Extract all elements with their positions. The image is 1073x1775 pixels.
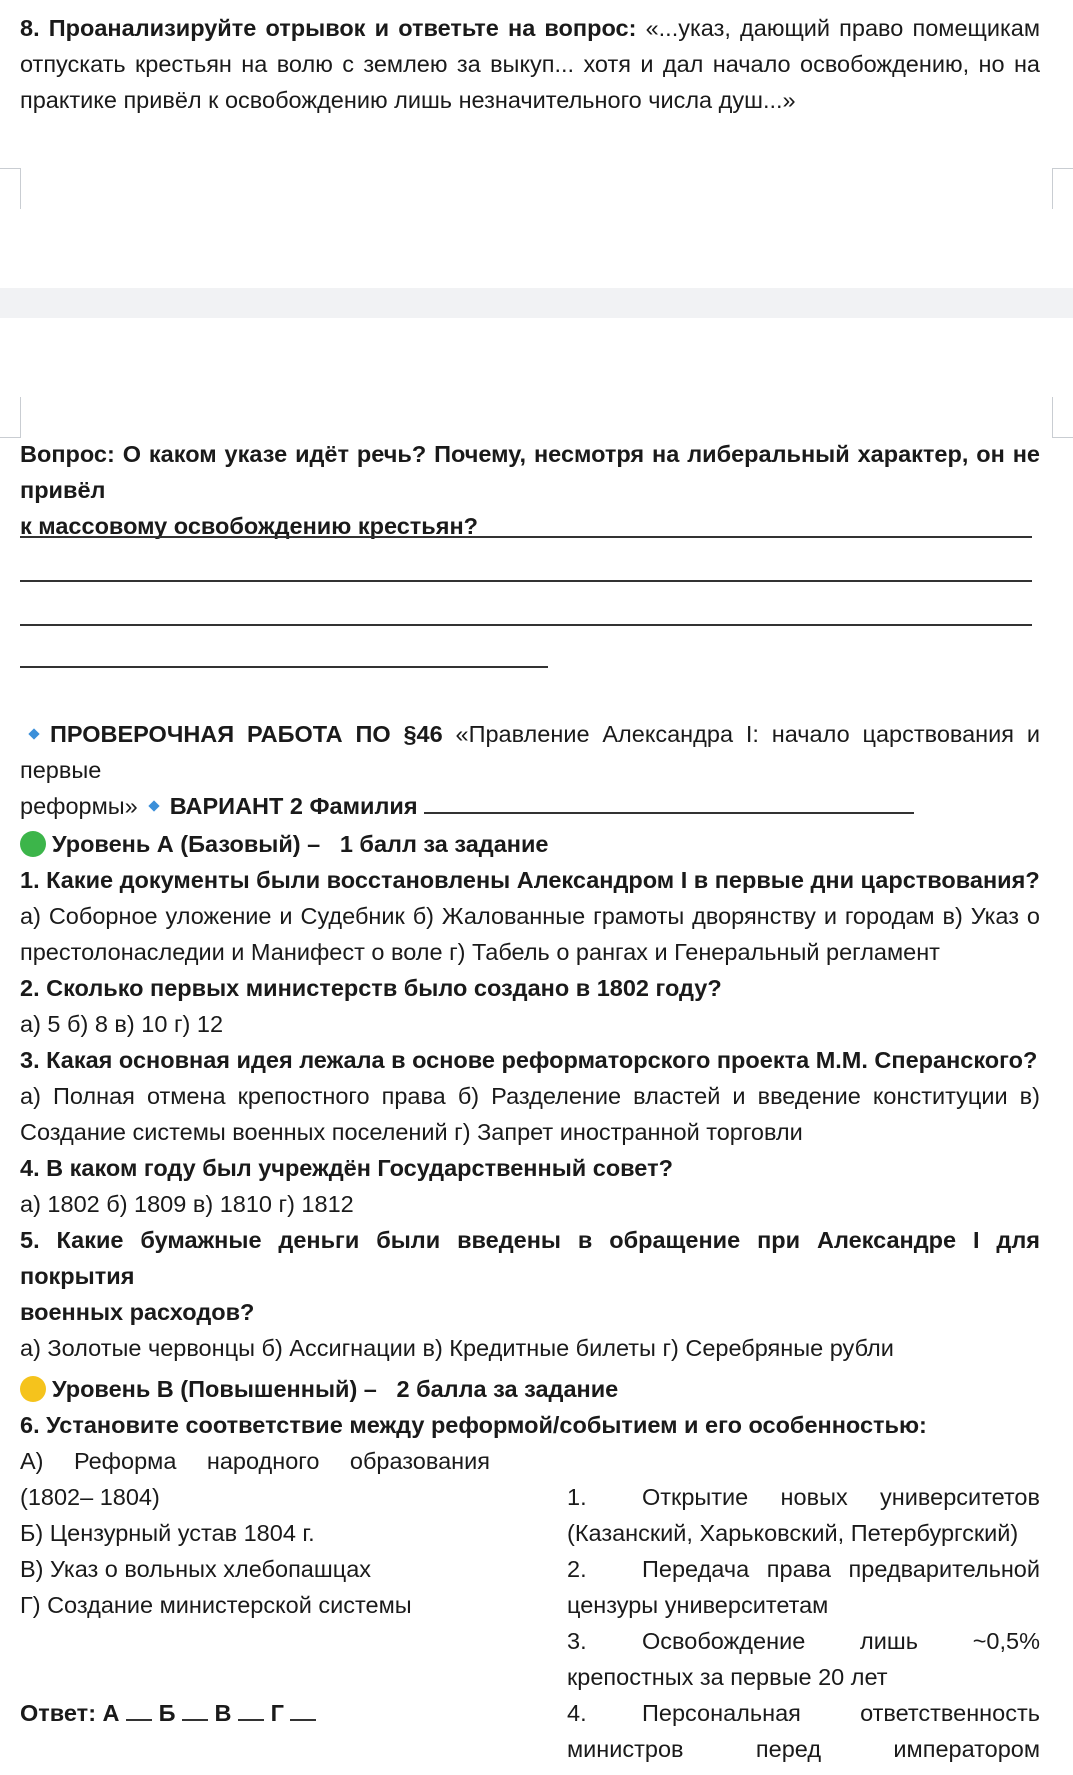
section-corner-top-left bbox=[0, 168, 21, 209]
q1-answers-line2: престолонаследии и Манифест о воле г) Табель о рангах и Генеральный регламент bbox=[20, 939, 940, 965]
q3-answers-line2: Создание системы военных поселений г) Запрет иностранной торговли bbox=[20, 1119, 803, 1145]
level-b-heading bbox=[20, 1371, 1040, 1407]
right-item-4-number: 4. bbox=[567, 1700, 587, 1726]
test-header-line2 bbox=[20, 788, 1040, 824]
variant-label: ВАРИАНТ 2 Фамилия bbox=[169, 793, 418, 819]
q5-text-line1: 5. Какие бумажные деньги были введены в обращение при Александре I для покрытия bbox=[20, 1227, 1040, 1289]
yellow-circle-icon bbox=[20, 1376, 46, 1402]
q3-answers-line1: а) Полная отмена крепостного права б) Разделение властей и введение конституции в) bbox=[20, 1083, 1040, 1109]
question-block bbox=[20, 436, 1040, 544]
diamond-icon bbox=[28, 729, 39, 740]
right-item-4 bbox=[567, 1695, 1040, 1731]
left-item-b: Б) Цензурный устав 1804 г. bbox=[20, 1520, 315, 1546]
q6-text: 6. Установите соответствие между реформой/событием и его особенностью: bbox=[20, 1412, 927, 1438]
q8-quote-part1: «...указ, дающий право помещикам bbox=[645, 15, 1040, 41]
q5-answers: а) Золотые червонцы б) Ассигнации в) Кредитные билеты г) Серебряные рубли bbox=[20, 1335, 894, 1361]
q4-answers: а) 1802 б) 1809 в) 1810 г) 1812 bbox=[20, 1191, 354, 1217]
page-separator bbox=[0, 288, 1073, 318]
section-corner-bottom-left bbox=[0, 397, 21, 438]
question-line1: Вопрос: О каком указе идёт речь? Почему, несмотря на либеральный характер, он не привёл bbox=[20, 441, 1040, 503]
q8-line1 bbox=[20, 10, 1040, 46]
answer-line-3[interactable] bbox=[20, 624, 1032, 626]
q2-answers: а) 5 б) 8 в) 10 г) 12 bbox=[20, 1011, 224, 1037]
answer-blank-b[interactable] bbox=[182, 1697, 208, 1721]
q2-text: 2. Сколько первых министерств было создано в 1802 году? bbox=[20, 975, 722, 1001]
q1-answers-line1: а) Соборное уложение и Судебник б) Жалованные грамоты дворянству и городам в) Указ о bbox=[20, 903, 1040, 929]
answer-line-1[interactable] bbox=[20, 536, 1032, 538]
q8-line3: практике привёл к освобождению лишь незначительного числа душ...» bbox=[20, 87, 796, 113]
answer-letter-c: В bbox=[214, 1700, 232, 1726]
test-header-line1 bbox=[20, 716, 1040, 788]
right-item-3 bbox=[567, 1623, 1040, 1659]
right-item-2-number: 2. bbox=[567, 1556, 587, 1582]
level-a-points: 1 балл за задание bbox=[339, 831, 549, 857]
surname-blank[interactable] bbox=[424, 790, 914, 814]
right-item-1-number: 1. bbox=[567, 1484, 587, 1510]
answer-row bbox=[20, 1695, 520, 1731]
left-item-a-line1: А) Реформа народного образования bbox=[20, 1448, 490, 1474]
answer-blank-c[interactable] bbox=[238, 1697, 264, 1721]
q5-text-line2: военных расходов? bbox=[20, 1299, 255, 1325]
test-title-line2: реформы» bbox=[20, 793, 138, 819]
answer-letter-b: Б bbox=[158, 1700, 176, 1726]
left-item-a-line2: (1802– 1804) bbox=[20, 1484, 160, 1510]
level-a-block bbox=[20, 826, 1040, 1366]
right-item-2-line1: Передача права предварительной bbox=[642, 1556, 1040, 1582]
test-header bbox=[20, 716, 1040, 824]
q8-line2: отпускать крестьян на волю с землею за выкуп... хотя и дал начало освобождению, но на bbox=[20, 51, 1040, 77]
q3-text: 3. Какая основная идея лежала в основе реформаторского проекта М.М. Сперанского? bbox=[20, 1047, 1038, 1073]
test-title-rest: «Правление Александра I: начало царствования и первые bbox=[20, 721, 1040, 783]
answer-blank-d[interactable] bbox=[290, 1697, 316, 1721]
answer-label: Ответ: А bbox=[20, 1700, 120, 1726]
green-circle-icon bbox=[20, 831, 46, 857]
right-item-1-line2: (Казанский, Харьковский, Петербургский) bbox=[567, 1520, 1019, 1546]
answer-blank-a[interactable] bbox=[126, 1697, 152, 1721]
section-corner-top-right bbox=[1052, 168, 1073, 209]
left-item-d: Г) Создание министерской системы bbox=[20, 1592, 412, 1618]
q8-lead: 8. Проанализируйте отрывок и ответьте на вопрос: bbox=[20, 15, 637, 41]
answer-line-2[interactable] bbox=[20, 580, 1032, 582]
right-item-1 bbox=[567, 1479, 1040, 1515]
q1-text: 1. Какие документы были восстановлены Александром I в первые дни царствования? bbox=[20, 867, 1040, 893]
right-item-3-line2: крепостных за первые 20 лет bbox=[567, 1664, 888, 1690]
right-item-3-line1: Освобождение лишь ~0,5% bbox=[642, 1628, 1040, 1654]
answer-line-4[interactable] bbox=[20, 666, 548, 668]
matching-left-column bbox=[20, 1443, 490, 1623]
right-item-4-line2: министров перед императором bbox=[567, 1736, 1040, 1762]
right-item-3-number: 3. bbox=[567, 1628, 587, 1654]
test-title-bold: ПРОВЕРОЧНАЯ РАБОТА ПО §46 bbox=[50, 721, 443, 747]
right-item-2-line2: цензуры университетам bbox=[567, 1592, 829, 1618]
level-b-title: Уровень В (Повышенный) – bbox=[52, 1376, 377, 1402]
answer-letter-d: Г bbox=[270, 1700, 284, 1726]
question-line2: к массовому освобождению крестьян? bbox=[20, 513, 478, 539]
q8-block bbox=[20, 10, 1040, 118]
right-item-4-line1: Персональная ответственность bbox=[642, 1700, 1040, 1726]
level-b-points: 2 балла за задание bbox=[396, 1376, 619, 1402]
section-corner-bottom-right bbox=[1052, 397, 1073, 438]
q4-text: 4. В каком году был учреждён Государственный совет? bbox=[20, 1155, 673, 1181]
left-item-c: В) Указ о вольных хлебопашцах bbox=[20, 1556, 372, 1582]
right-item-1-line1: Открытие новых университетов bbox=[642, 1484, 1040, 1510]
level-a-title: Уровень А (Базовый) – bbox=[52, 831, 321, 857]
level-a-heading bbox=[20, 826, 1040, 862]
level-b-block bbox=[20, 1371, 1040, 1443]
diamond-icon bbox=[148, 801, 159, 812]
matching-right-column bbox=[567, 1479, 1040, 1767]
right-item-2 bbox=[567, 1551, 1040, 1587]
